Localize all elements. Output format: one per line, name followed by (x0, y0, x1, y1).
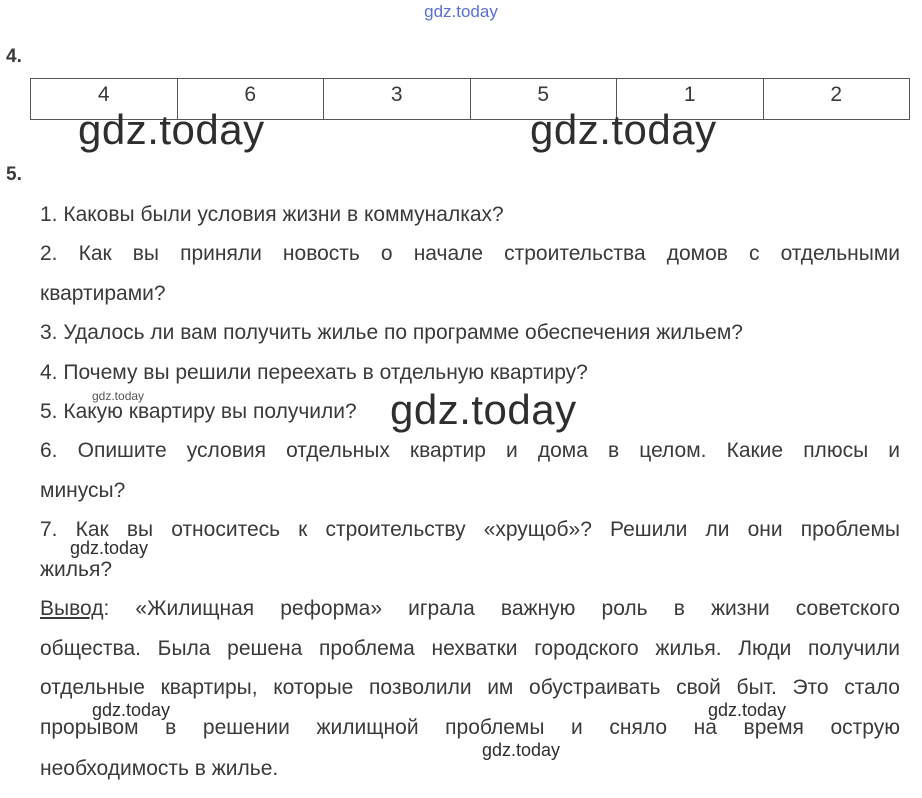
watermark-large: gdz.today (530, 106, 717, 153)
conclusion-line-3: отдельные квартиры, которые позволили им обустраивать свой быт. Это стало (40, 676, 900, 699)
watermark-large: gdz.today (390, 386, 577, 433)
watermark-top: gdz.today (424, 2, 498, 21)
watermark-small: gdz.today (482, 740, 561, 760)
question-7-continued: жилья? (40, 558, 113, 581)
conclusion-text: : «Жилищная реформа» играла важную роль в жизни советского (103, 597, 900, 620)
sequence-cell: 2 (763, 79, 910, 120)
question-5: 5. Какую квартиру вы получили? (40, 400, 357, 423)
watermark-large: gdz.today (78, 106, 265, 153)
question-1: 1. Каковы были условия жизни в коммуналках? (40, 203, 504, 226)
conclusion-line-2: общества. Была решена проблема нехватки городского жилья. Люди получили (40, 637, 900, 660)
question-4: 4. Почему вы решили переехать в отдельную квартиру? (40, 361, 588, 384)
question-6: 6. Опишите условия отдельных квартир и дома в целом. Какие плюсы и (40, 439, 900, 462)
sequence-cell: 3 (324, 79, 471, 120)
task-4-number: 4. (6, 46, 22, 67)
question-6-continued: минусы? (40, 479, 126, 502)
conclusion-line-4: прорывом в решении жилищной проблемы и сняло на время острую (40, 716, 900, 739)
watermark-tiny: gdz.today (92, 389, 145, 403)
sequence-cell: 6 (177, 79, 324, 120)
watermark-small: gdz.today (708, 700, 787, 720)
task-5-number: 5. (6, 164, 22, 185)
question-7: 7. Как вы относитесь к строительству «хрущоб»? Решили ли они проблемы (40, 518, 900, 541)
question-2-continued: квартирами? (40, 282, 166, 305)
conclusion-line-1 (40, 597, 900, 621)
sequence-cell: 1 (617, 79, 764, 120)
question-2: 2. Как вы приняли новость о начале строительства домов с отдельными (40, 242, 900, 265)
watermark-small: gdz.today (70, 538, 149, 558)
conclusion-line-5: необходимость в жилье. (40, 757, 279, 780)
sequence-cell: 5 (470, 79, 617, 120)
question-3: 3. Удалось ли вам получить жилье по программе обеспечения жильем? (40, 321, 743, 344)
watermark-small: gdz.today (92, 700, 171, 720)
sequence-cell: 4 (31, 79, 178, 120)
conclusion-label: Вывод (40, 597, 104, 620)
